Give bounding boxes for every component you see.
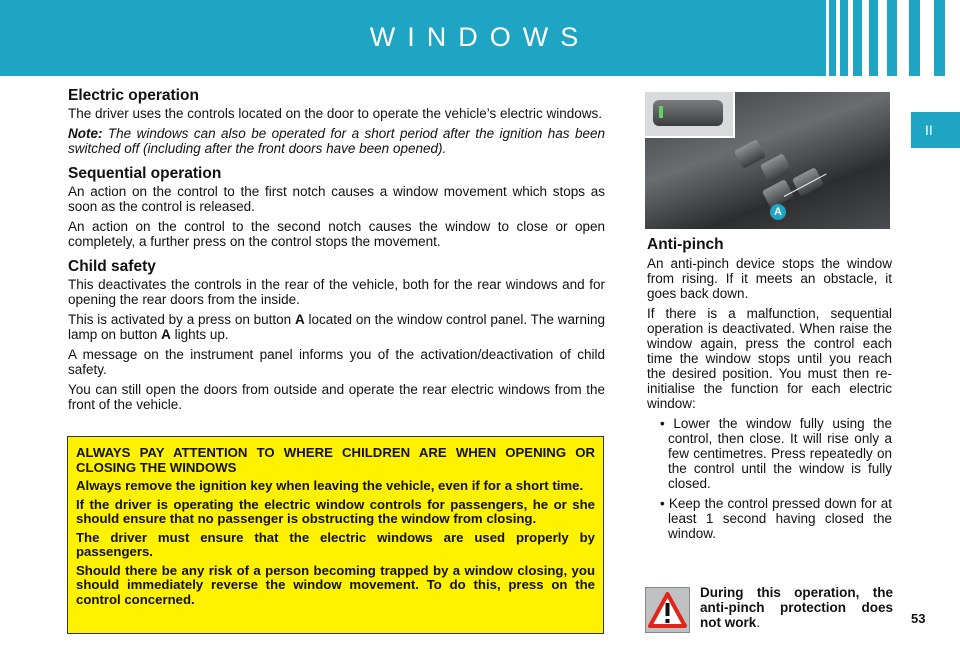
button-a-ref-2: A xyxy=(161,327,171,342)
antipinch-list xyxy=(647,416,892,541)
window-switch-icon xyxy=(760,153,792,183)
text-child-2 xyxy=(68,312,605,342)
heading-sequential: Sequential operation xyxy=(68,165,222,182)
heading-anti-pinch: Anti-pinch xyxy=(647,236,724,253)
note-label: Note: xyxy=(68,126,103,141)
warning-line-2: Always remove the ignition key when leaving the vehicle, even if for a short time. xyxy=(76,478,584,493)
section-child-safety xyxy=(68,259,605,412)
section-electric xyxy=(68,88,605,156)
page-number: 53 xyxy=(911,611,926,626)
marker-a: A xyxy=(770,204,786,220)
warning-line-4: The driver must ensure that the electric windows are used properly by passengers. xyxy=(76,529,595,559)
warning-lamp-icon xyxy=(659,106,663,118)
text-sequential-1: An action on the control to the first notch causes a window movement which stops as soon as the control is released. xyxy=(68,184,605,214)
right-column xyxy=(647,237,892,546)
warning-line-1: ALWAYS PAY ATTENTION TO WHERE CHILDREN ARE WHEN OPENING OR CLOSING THE WINDOWS xyxy=(76,445,595,475)
text-child-2e: lights up. xyxy=(170,327,229,342)
section-sequential xyxy=(68,166,605,249)
text-child-4: You can still open the doors from outside and operate the rear electric windows from the front of the vehicle. xyxy=(68,382,605,412)
antipinch-note xyxy=(700,585,893,630)
warning-line-5: Should there be any risk of a person becoming trapped by a window closing, you should immediately reverse the window movement. To do this, press on the control concerned. xyxy=(76,562,595,607)
text-antipinch-2: If there is a malfunction, sequential operation is deactivated. When raise the window again, press the control each time the window stops until you reach the desired position. You must then re-initialise the function for each electric window: xyxy=(647,306,892,411)
text-child-1: This deactivates the controls in the rear of the vehicle, both for the rear windows and for opening the rear doors from the inside. xyxy=(68,277,605,307)
text-child-2c: located on the window control panel. The warning lamp on button xyxy=(68,312,605,342)
page-header xyxy=(0,0,960,76)
page-title: WINDOWS xyxy=(369,22,591,52)
heading-child-safety: Child safety xyxy=(68,258,156,275)
text-child-2a: This is activated by a press on button xyxy=(68,312,295,327)
button-a-ref: A xyxy=(294,312,305,327)
text-child-3: A message on the instrument panel informs you of the activation/deactivation of child safety. xyxy=(68,347,605,377)
note-text: The windows can also be operated for a short period after the ignition has been switched off (including after the front doors have been opened). xyxy=(68,126,605,156)
text-electric-1: The driver uses the controls located on the door to operate the vehicle’s electric windows. xyxy=(68,106,603,121)
chapter-tab xyxy=(911,112,960,148)
text-antipinch-1: An anti-pinch device stops the window from rising. If it meets an obstacle, it goes back down. xyxy=(647,256,892,301)
text-sequential-2: An action on the control to the second notch causes the window to close or open completely, a further press on the control stops the movement. xyxy=(68,219,605,249)
list-item: • Lower the window fully using the control, then close. It will rise only a few centimetres. Press repeatedly on the control until the window is fully closed. xyxy=(660,416,892,491)
warning-triangle-icon xyxy=(645,587,690,633)
antipinch-note-text: During this operation, the anti-pinch protection does not work xyxy=(700,585,893,630)
list-item: • Keep the control pressed down for at least 1 second having closed the window. xyxy=(660,496,892,541)
heading-electric: Electric operation xyxy=(68,87,199,104)
antipinch-note-end: . xyxy=(756,615,761,630)
child-warning-box xyxy=(67,436,604,634)
door-window-switch-photo xyxy=(645,92,890,229)
chapter-number: II xyxy=(925,122,933,138)
left-column xyxy=(68,88,605,422)
note-electric xyxy=(68,126,605,156)
child-lock-button-inset xyxy=(645,92,735,138)
warning-line-3: If the driver is operating the electric window controls for passengers, he or she should ensure that no passenger is obstructing the window from closing. xyxy=(76,496,595,526)
